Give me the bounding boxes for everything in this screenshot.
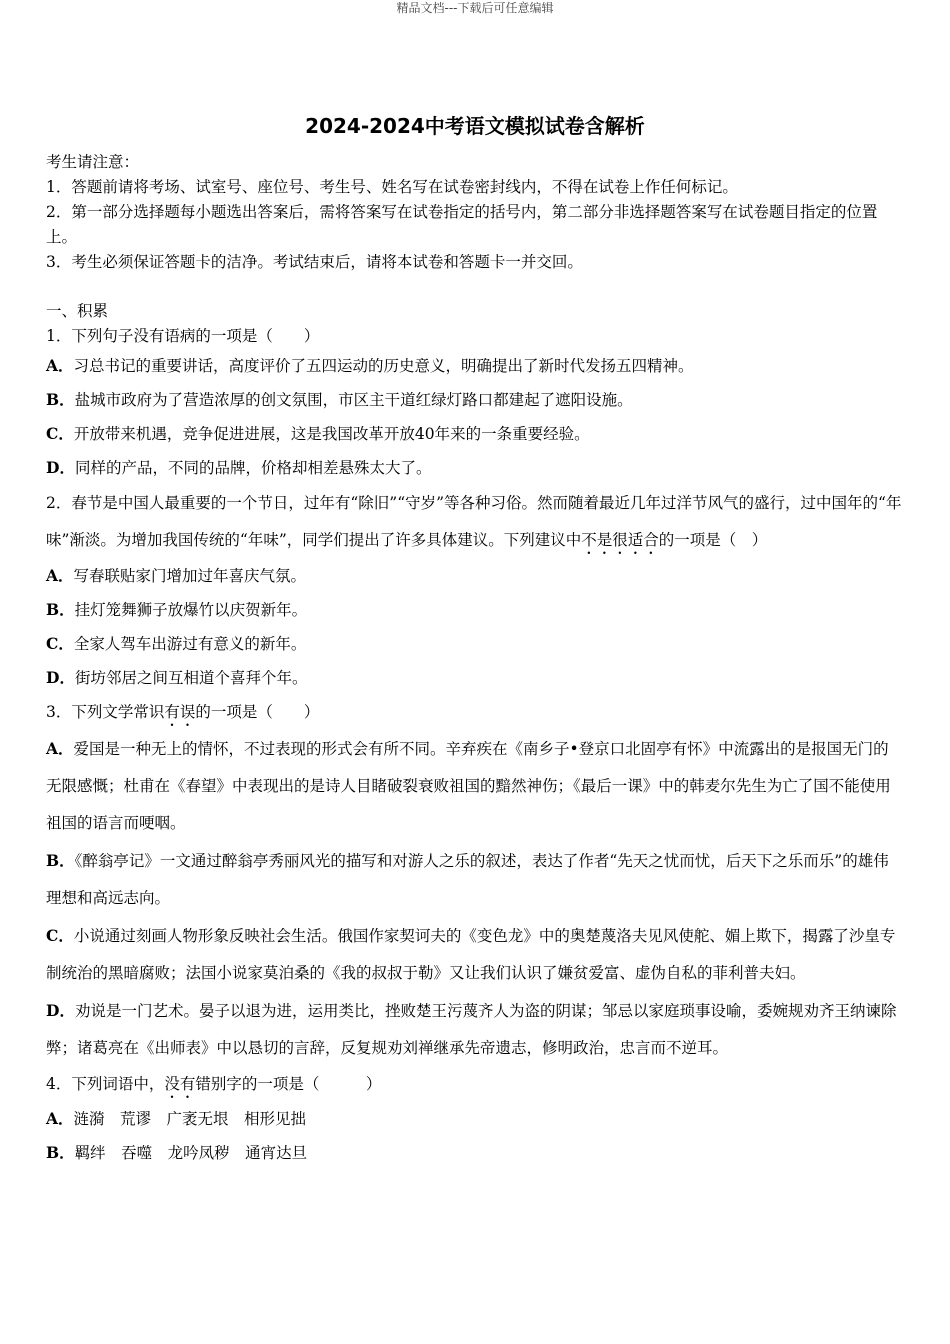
- emphasized-text: 没有: [164, 1075, 196, 1093]
- option-row: [46, 417, 904, 451]
- question-4: [46, 1067, 904, 1170]
- option-label: A．: [46, 1109, 74, 1128]
- option-text: 劝说是一门艺术。晏子以退为进，运用类比，挫败楚王污蔑齐人为盗的阴谋；邹忌以家庭琐事设喻，委婉规劝齐王纳谏除弊；诸葛亮在《出师表》中以恳切的言辞，反复规劝刘禅继承先帝遗志，修明政治，忠言而不逆耳。: [46, 1002, 897, 1057]
- document-title: 2024-2024中考语文模拟试卷含解析: [305, 114, 645, 138]
- option-row: [46, 593, 904, 627]
- notice-item: 2．第一部分选择题每小题选出答案后，需将答案写在试卷指定的括号内，第二部分非选择题答案写在试卷题目指定的位置上。: [46, 203, 878, 246]
- option-text: 开放带来机遇，竞争促进进展，这是我国改革开放40年来的一条重要经验。: [73, 425, 590, 443]
- page-header-watermark: 精品文档---下载后可任意编辑: [396, 1, 554, 15]
- option-row: [46, 842, 904, 917]
- option-label: C．: [46, 926, 74, 945]
- question-stem: [46, 485, 904, 559]
- stem-text: 的一项是（ ）: [195, 703, 320, 721]
- option-row: [46, 730, 904, 842]
- section-title: 一、积累: [46, 302, 109, 320]
- stem-text: 4．下列词语中，: [46, 1075, 165, 1093]
- option-label: C．: [46, 424, 74, 443]
- option-text: 涟漪 荒谬 广袤无垠 相形见拙: [73, 1110, 307, 1128]
- option-text: 同样的产品，不同的品牌，价格却相差悬殊太大了。: [74, 459, 432, 477]
- option-text: 羁绊 吞噬 龙吟凤秽 通宵达旦: [74, 1144, 308, 1162]
- option-label: A．: [46, 566, 74, 585]
- emphasized-text: 有误: [164, 703, 196, 721]
- option-label: B．: [46, 851, 75, 870]
- option-text: 挂灯笼舞狮子放爆竹以庆贺新年。: [74, 601, 308, 619]
- question-stem: [46, 695, 904, 730]
- option-row: [46, 451, 904, 485]
- notice-item: 1．答题前请将考场、试室号、座位号、考生号、姓名写在试卷密封线内，不得在试卷上作任何标记。: [46, 178, 738, 196]
- notice-item: 3．考生必须保证答题卡的洁净。考试结束后，请将本试卷和答题卡一并交回。: [46, 253, 583, 271]
- document-body: [46, 150, 904, 1170]
- option-row: [46, 383, 904, 417]
- option-row: [46, 627, 904, 661]
- question-stem: [46, 1067, 904, 1102]
- stem-text: 3．下列文学常识: [46, 703, 165, 721]
- option-text: 《醉翁亭记》一文通过醉翁亭秀丽风光的描写和对游人之乐的叙述，表达了作者“先天之忧而忧，后天下之乐而乐”的雄伟理想和高远志向。: [46, 852, 889, 907]
- option-row: [46, 559, 904, 593]
- option-row: [46, 661, 904, 695]
- question-3: [46, 695, 904, 1067]
- option-row: [46, 349, 904, 383]
- question-stem: 1．下列句子没有语病的一项是（ ）: [46, 327, 320, 345]
- option-label: A．: [46, 356, 74, 375]
- option-label: B．: [46, 1143, 75, 1162]
- emphasized-text: 不是很适合: [581, 531, 659, 549]
- stem-text: 的一项是（ ）: [658, 531, 768, 549]
- exam-notice: [46, 150, 904, 275]
- option-row: [46, 1102, 904, 1136]
- option-label: C．: [46, 634, 74, 653]
- question-1: [46, 324, 904, 485]
- option-text: 写春联贴家门增加过年喜庆气氛。: [73, 567, 307, 585]
- notice-heading: 考生请注意：: [46, 153, 140, 171]
- option-label: D．: [46, 1001, 75, 1020]
- option-row: [46, 1136, 904, 1170]
- option-text: 小说通过刻画人物形象反映社会生活。俄国作家契诃夫的《变色龙》中的奥楚蔑洛夫见风使舵、媚上欺下，揭露了沙皇专制统治的黑暗腐败；法国小说家莫泊桑的《我的叔叔于勒》又让我们认识了嫌贫爱富、虚伪自私的菲利普夫妇。: [46, 927, 896, 982]
- option-text: 全家人驾车出游过有意义的新年。: [73, 635, 307, 653]
- option-row: [46, 917, 904, 992]
- stem-text: 2．春节是中国人最重要的一个节日，过年有“除旧”“守岁”等各种习俗。然而随着最近几年过洋节风气的盛行，过中国年的“年味”渐淡。为增加我国传统的“年味”，同学们提出了许多具体建议。下列建议中: [46, 494, 902, 549]
- question-2: [46, 485, 904, 695]
- option-row: [46, 992, 904, 1067]
- option-text: 爱国是一种无上的情怀，不过表现的形式会有所不同。辛弃疾在《南乡子•登京口北固亭有怀》中流露出的是报国无门的无限感慨；杜甫在《春望》中表现出的是诗人目睹破裂衰败祖国的黯然神伤；《最后一课》中的韩麦尔先生为亡了国不能使用祖国的语言而哽咽。: [46, 740, 891, 832]
- option-text: 习总书记的重要讲话，高度评价了五四运动的历史意义，明确提出了新时代发扬五四精神。: [73, 357, 694, 375]
- option-label: D．: [46, 668, 75, 687]
- option-text: 盐城市政府为了营造浓厚的创文氛围，市区主干道红绿灯路口都建起了遮阳设施。: [74, 391, 633, 409]
- stem-text: 错别字的一项是（ ）: [195, 1075, 382, 1093]
- option-label: B．: [46, 600, 75, 619]
- option-label: A．: [46, 739, 74, 758]
- option-label: B．: [46, 390, 75, 409]
- option-text: 街坊邻居之间互相道个喜拜个年。: [74, 669, 308, 687]
- option-label: D．: [46, 458, 75, 477]
